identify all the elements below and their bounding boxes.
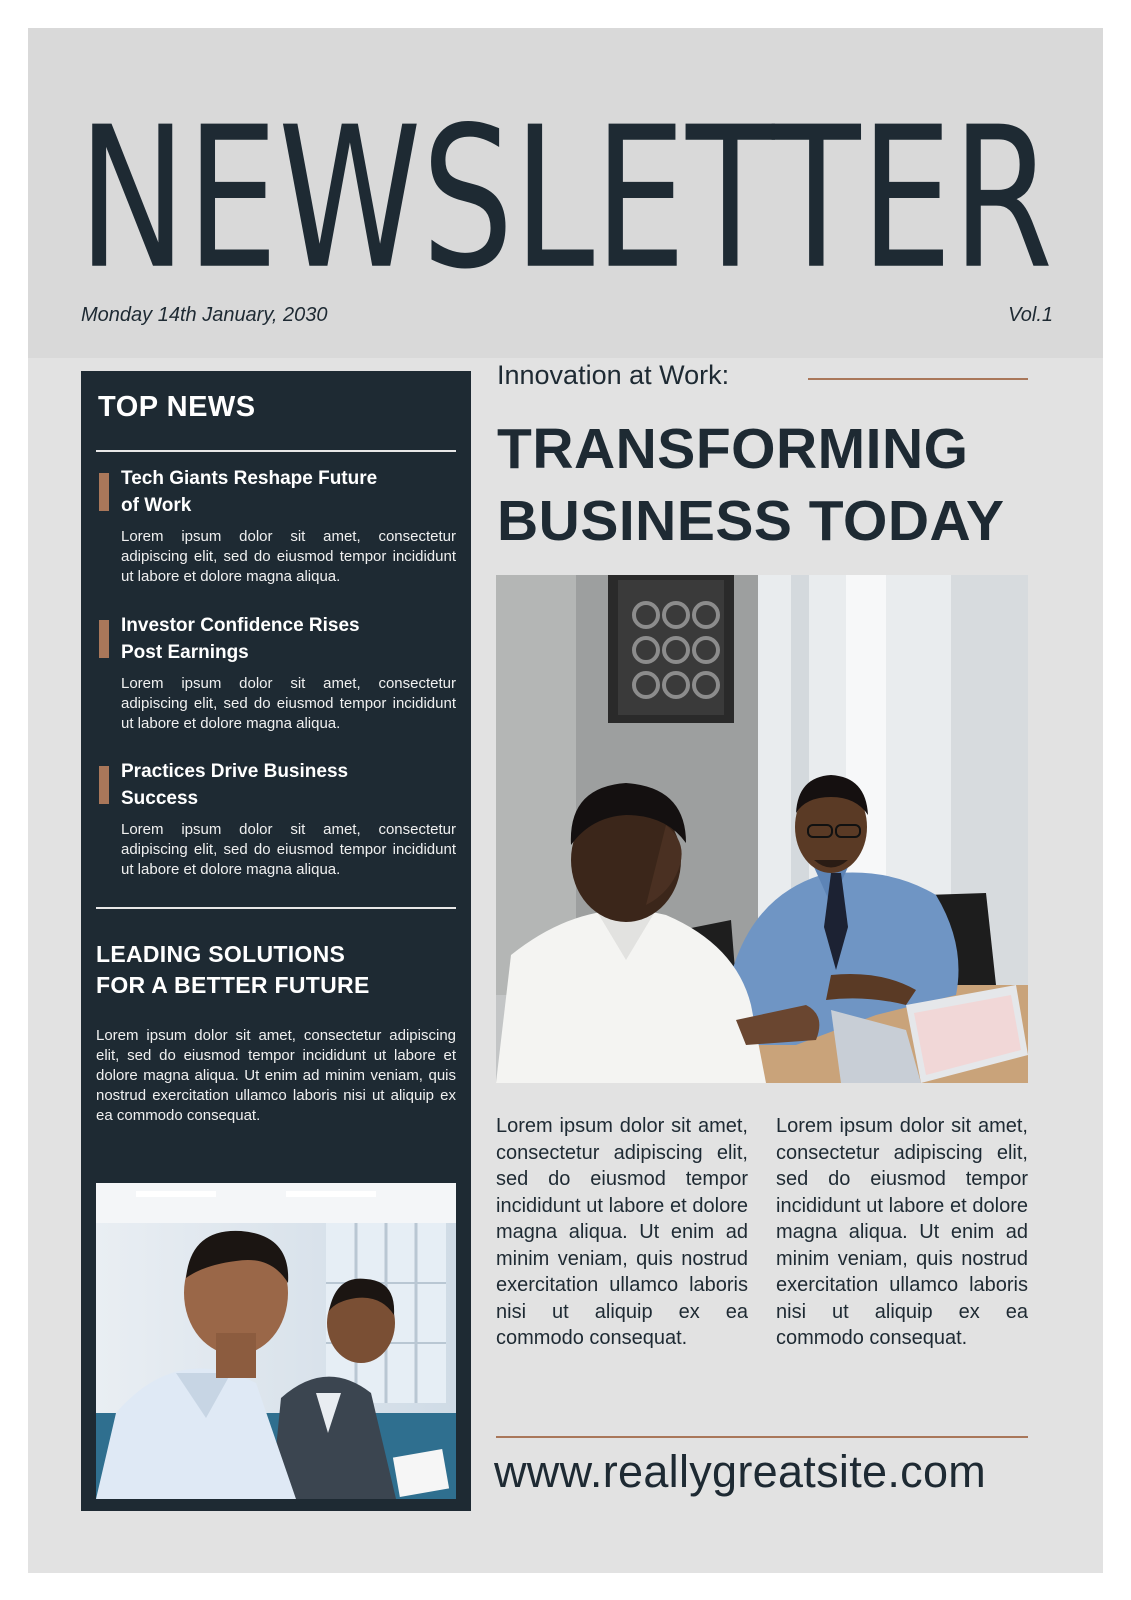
svg-text:NEWSLETTER: NEWSLETTER xyxy=(78,84,1053,274)
top-news-heading: TOP NEWS xyxy=(98,391,256,423)
article-column-2: Lorem ipsum dolor sit amet, consectetur adipiscing elit, sed do eiusmod tempor incididunt ut labore et dolore magna aliqua. Ut enim ad minim veniam, quis nostrud exercitation ullamco laboris nisi ut aliquip ex ea commodo consequat. xyxy=(776,1115,1028,1349)
accent-bar xyxy=(99,473,109,511)
news-item-body: Lorem ipsum dolor sit amet, consectetur adipiscing elit, sed do eiusmod tempor incididunt ut labore et dolore magna aliqua. xyxy=(121,528,456,585)
news-item-body: Lorem ipsum dolor sit amet, consectetur adipiscing elit, sed do eiusmod tempor incididunt ut labore et dolore magna aliqua. xyxy=(121,675,456,732)
office-photo xyxy=(96,1183,456,1499)
newsletter-title xyxy=(78,84,1058,274)
divider xyxy=(96,450,456,452)
website-link[interactable]: www.reallygreatsite.com xyxy=(494,1446,987,1497)
kicker-rule xyxy=(808,378,1028,380)
newsletter-page xyxy=(28,28,1103,1573)
news-item-title: Investor Confidence Rises Post Earnings xyxy=(121,615,360,663)
accent-bar xyxy=(99,620,109,658)
top-news-sidebar xyxy=(81,371,471,1511)
lead-story-body: Lorem ipsum dolor sit amet, consectetur adipiscing elit, sed do eiusmod tempor incididunt ut labore et dolore magna aliqua. Ut enim ad minim veniam, quis nostrud exercitation ullamco laboris nisi ut aliquip ex ea commodo consequat. xyxy=(96,1027,456,1124)
news-item-body: Lorem ipsum dolor sit amet, consectetur adipiscing elit, sed do eiusmod tempor incididunt ut labore et dolore magna aliqua. xyxy=(121,821,456,878)
masthead xyxy=(28,28,1103,358)
issue-date: Monday 14th January, 2030 xyxy=(81,304,328,326)
issue-volume: Vol.1 xyxy=(1008,304,1053,326)
kicker: Innovation at Work: xyxy=(497,360,730,390)
news-item[interactable] xyxy=(99,612,456,734)
news-item[interactable] xyxy=(99,758,456,880)
news-item[interactable] xyxy=(99,465,456,587)
lead-story-heading: LEADING SOLUTIONS FOR A BETTER FUTURE xyxy=(96,941,370,998)
accent-bar xyxy=(99,766,109,804)
divider xyxy=(96,907,456,909)
main-headline: TRANSFORMING BUSINESS TODAY xyxy=(497,417,1005,553)
meeting-photo xyxy=(496,575,1028,1083)
footer-rule xyxy=(496,1436,1028,1438)
news-item-title: Tech Giants Reshape Future of Work xyxy=(121,468,378,516)
article-column-1: Lorem ipsum dolor sit amet, consectetur adipiscing elit, sed do eiusmod tempor incididunt ut labore et dolore magna aliqua. Ut enim ad minim veniam, quis nostrud exercitation ullamco laboris nisi ut aliquip ex ea commodo consequat. xyxy=(496,1115,748,1349)
news-item-title: Practices Drive Business Success xyxy=(121,761,349,809)
